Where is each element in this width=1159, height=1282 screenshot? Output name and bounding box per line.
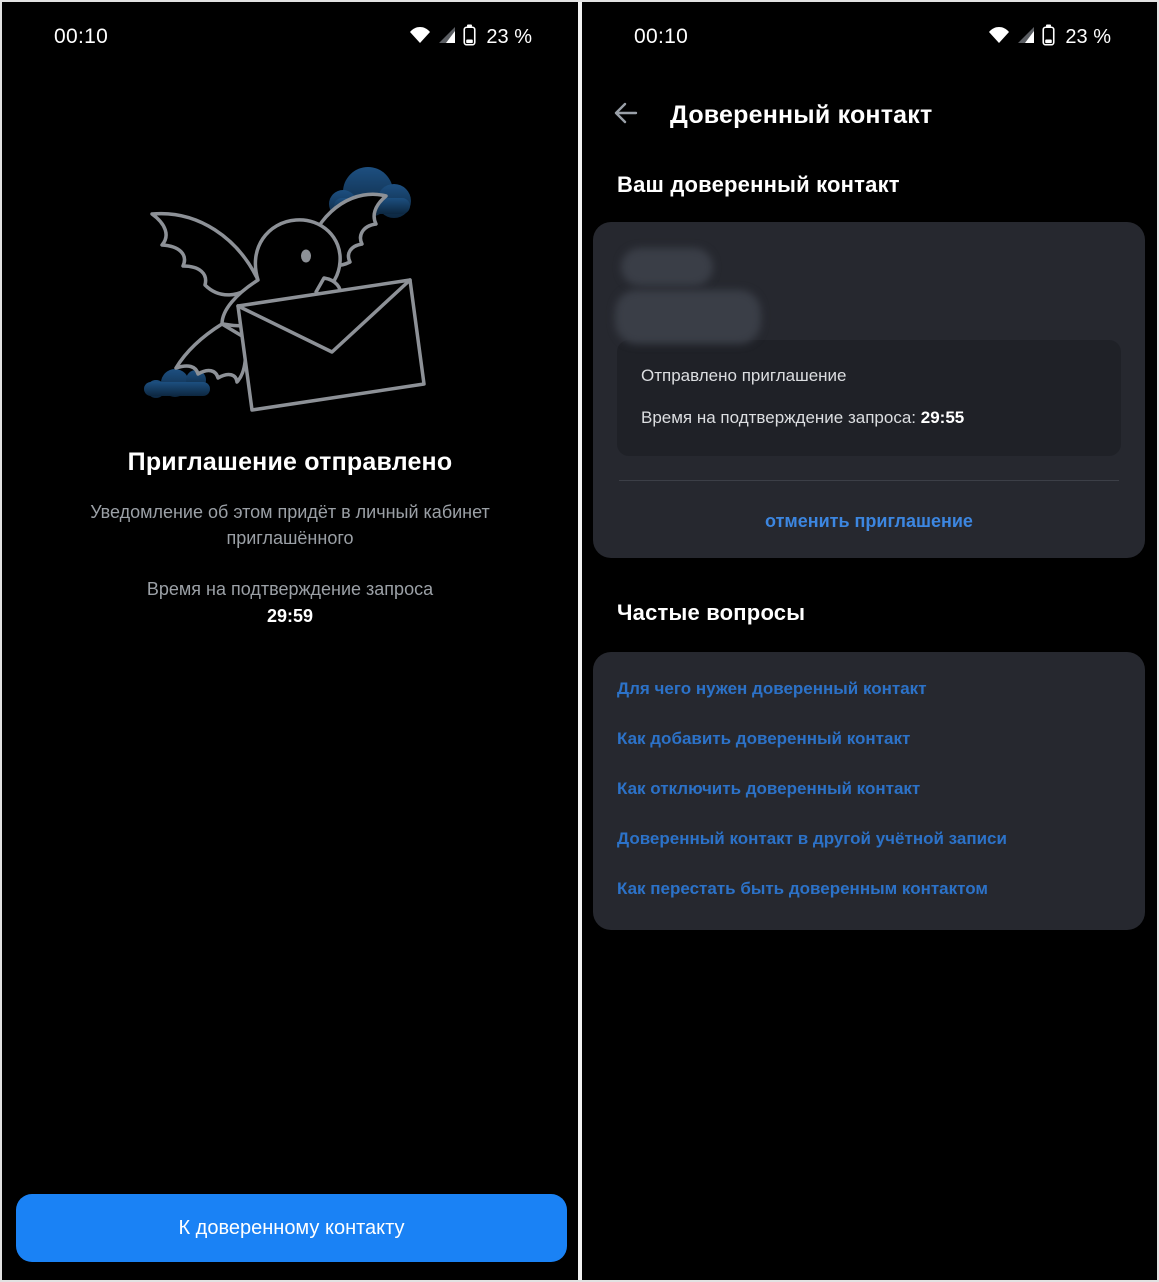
card-divider [619,480,1119,481]
invitation-timer-label: Время на подтверждение запроса: [641,408,921,427]
faq-link-how-to-disable[interactable]: Как отключить доверенный контакт [617,779,921,798]
trusted-contact-card [593,222,1145,558]
status-bar [582,2,1157,72]
faq-card [593,652,1145,930]
invitation-status-text: Отправлено приглашение [641,366,847,385]
status-bar [2,2,578,72]
timer-value: 29:59 [266,606,314,627]
dove-envelope-illustration [110,152,470,422]
to-trusted-contact-button[interactable]: К доверенному контакту [16,1194,567,1262]
battery-icon [1042,24,1055,51]
nav-header [582,72,1157,136]
cellular-signal-icon [438,26,456,49]
status-time: 00:10 [634,25,689,48]
page-title: Приглашение отправлено [127,448,453,476]
invitation-timer-value: 29:55 [920,408,965,427]
battery-percent: 23 % [486,25,532,48]
wifi-icon [988,26,1010,49]
faq-link-how-to-add[interactable]: Как добавить доверенный контакт [617,729,911,748]
cancel-invitation-link[interactable]: отменить приглашение [765,511,973,531]
wifi-icon [409,26,431,49]
back-arrow-icon [612,99,640,132]
back-button[interactable] [604,93,648,137]
screen-trusted-contact [582,2,1157,1280]
redacted-contact-name [621,248,713,286]
cellular-signal-icon [1017,26,1035,49]
battery-icon [463,24,476,51]
invitation-status-box [617,340,1121,456]
faq-link-why-needed[interactable]: Для чего нужен доверенный контакт [617,679,927,698]
status-icons [988,24,1111,51]
faq-link-other-account[interactable]: Доверенный контакт в другой учётной записи [617,829,1007,848]
invitation-timer [641,408,1097,428]
section-title-faq: Частые вопросы [617,600,806,625]
faq-link-stop-being-contact[interactable]: Как перестать быть доверенным контактом [617,879,988,898]
status-time: 00:10 [54,25,109,48]
redacted-contact-info [615,290,761,344]
timer-label: Время на подтверждение запроса [146,579,434,600]
screen-invitation-sent [2,2,578,1280]
invite-subtitle: Уведомление об этом придёт в личный кабинет приглашённого [90,502,490,549]
page-title: Доверенный контакт [670,100,933,129]
status-icons [409,24,532,51]
battery-percent: 23 % [1065,25,1111,48]
section-title-your-contact: Ваш доверенный контакт [617,172,900,197]
